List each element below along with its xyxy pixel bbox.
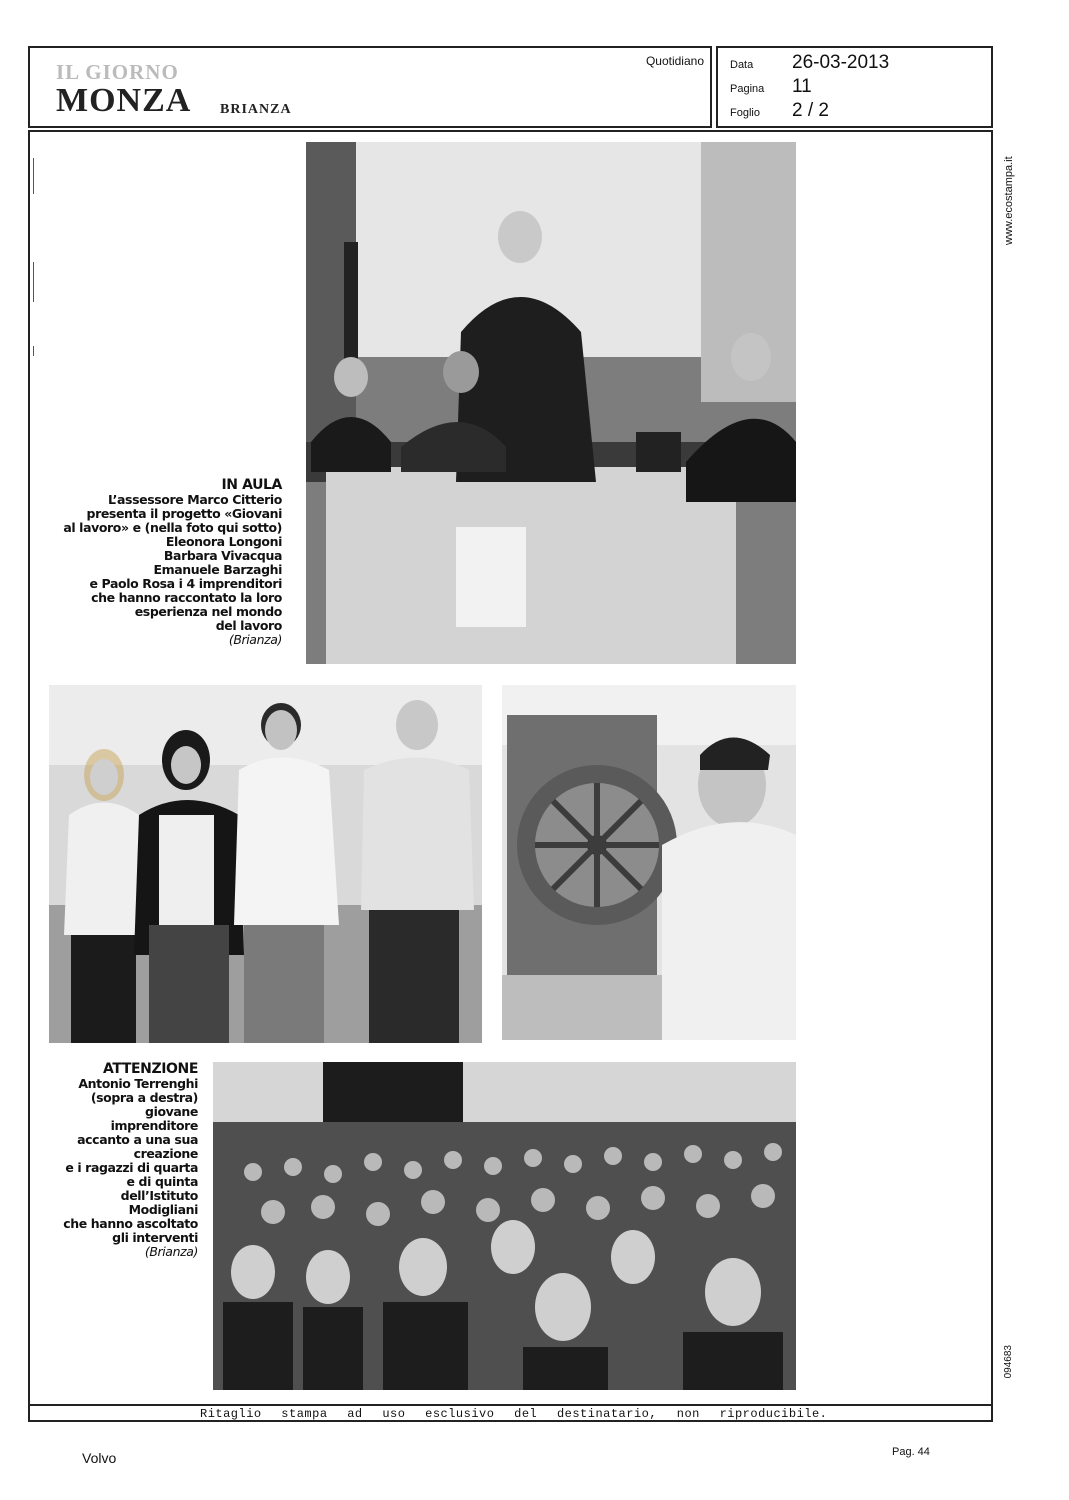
meta-date [730, 52, 889, 74]
caption-line: imprenditore [110, 1118, 198, 1133]
caption-credit: (Brianza) [228, 632, 282, 647]
frequency-label: Quotidiano [645, 54, 704, 68]
caption-line: Emanuele Barzaghi [153, 562, 282, 577]
caption-credit: (Brianza) [144, 1244, 198, 1259]
meta-label: Pagina [730, 83, 765, 95]
caption-line: L’assessore Marco Citterio [107, 492, 282, 507]
caption-line: Antonio Terrenghi [78, 1076, 198, 1091]
caption-line: presenta il progetto «Giovani [86, 506, 282, 521]
margin-mark [33, 158, 34, 194]
caption-line: dell’Istituto [120, 1188, 198, 1203]
clipping-code: 094683 [1003, 1345, 1014, 1379]
caption-line: Eleonora Longoni [165, 534, 282, 549]
page-footer-number: Pag. 44 [892, 1446, 930, 1458]
page-footer-client: Volvo [82, 1450, 117, 1466]
meta-value: 26-03-2013 [792, 52, 890, 73]
caption-line: che hanno ascoltato [63, 1216, 198, 1231]
caption-line: e Paolo Rosa i 4 imprenditori [89, 576, 282, 591]
caption-bottom [40, 1062, 198, 1259]
caption-line: che hanno raccontato la loro [91, 590, 282, 605]
photo-students [213, 1062, 796, 1390]
caption-line: gli interventi [112, 1230, 198, 1245]
caption-line: Barbara Vivacqua [163, 548, 282, 563]
meta-label: Foglio [730, 107, 760, 119]
photo-terrenghi-image [502, 685, 796, 1040]
masthead-top: IL GIORNO [56, 60, 179, 84]
source-url: www.ecostampa.it [1003, 156, 1015, 245]
meta-value: 11 [792, 76, 812, 97]
caption-line: al lavoro» e (nella foto qui sotto) [63, 520, 282, 535]
meta-page [730, 76, 812, 98]
photo-terrenghi [502, 685, 796, 1040]
caption-line: e i ragazzi di quarta [65, 1160, 198, 1175]
margin-mark [33, 346, 34, 356]
caption-line: Modigliani [128, 1202, 198, 1217]
caption-line: giovane [145, 1104, 198, 1119]
masthead-box [28, 46, 712, 128]
caption-line: esperienza nel mondo [134, 604, 282, 619]
caption-top [50, 478, 282, 647]
caption-title: ATTENZIONE [103, 1061, 198, 1077]
caption-line: del lavoro [215, 618, 282, 633]
meta-sheet [730, 100, 829, 122]
caption-line: accanto a una sua [77, 1132, 198, 1147]
caption-line: (sopra a destra) [90, 1090, 198, 1105]
caption-line: e di quinta [126, 1174, 198, 1189]
photo-students-image [213, 1062, 796, 1390]
photo-speaker [306, 142, 796, 664]
metadata-box [716, 46, 993, 128]
caption-line: creazione [133, 1146, 198, 1161]
masthead-subtitle: BRIANZA [220, 102, 292, 117]
meta-label: Data [730, 59, 754, 71]
meta-value: 2 / 2 [792, 100, 829, 121]
caption-title: IN AULA [221, 477, 282, 493]
margin-mark [33, 262, 34, 302]
photo-speaker-image [306, 142, 796, 664]
photo-entrepreneurs [49, 685, 482, 1043]
footer-rule [28, 1404, 993, 1406]
photo-entrepreneurs-image [49, 685, 482, 1043]
footer-disclaimer: Ritaglio stampa ad uso esclusivo del destinatario, non riproducibile. [200, 1407, 828, 1421]
masthead-title: MONZA [56, 82, 192, 119]
